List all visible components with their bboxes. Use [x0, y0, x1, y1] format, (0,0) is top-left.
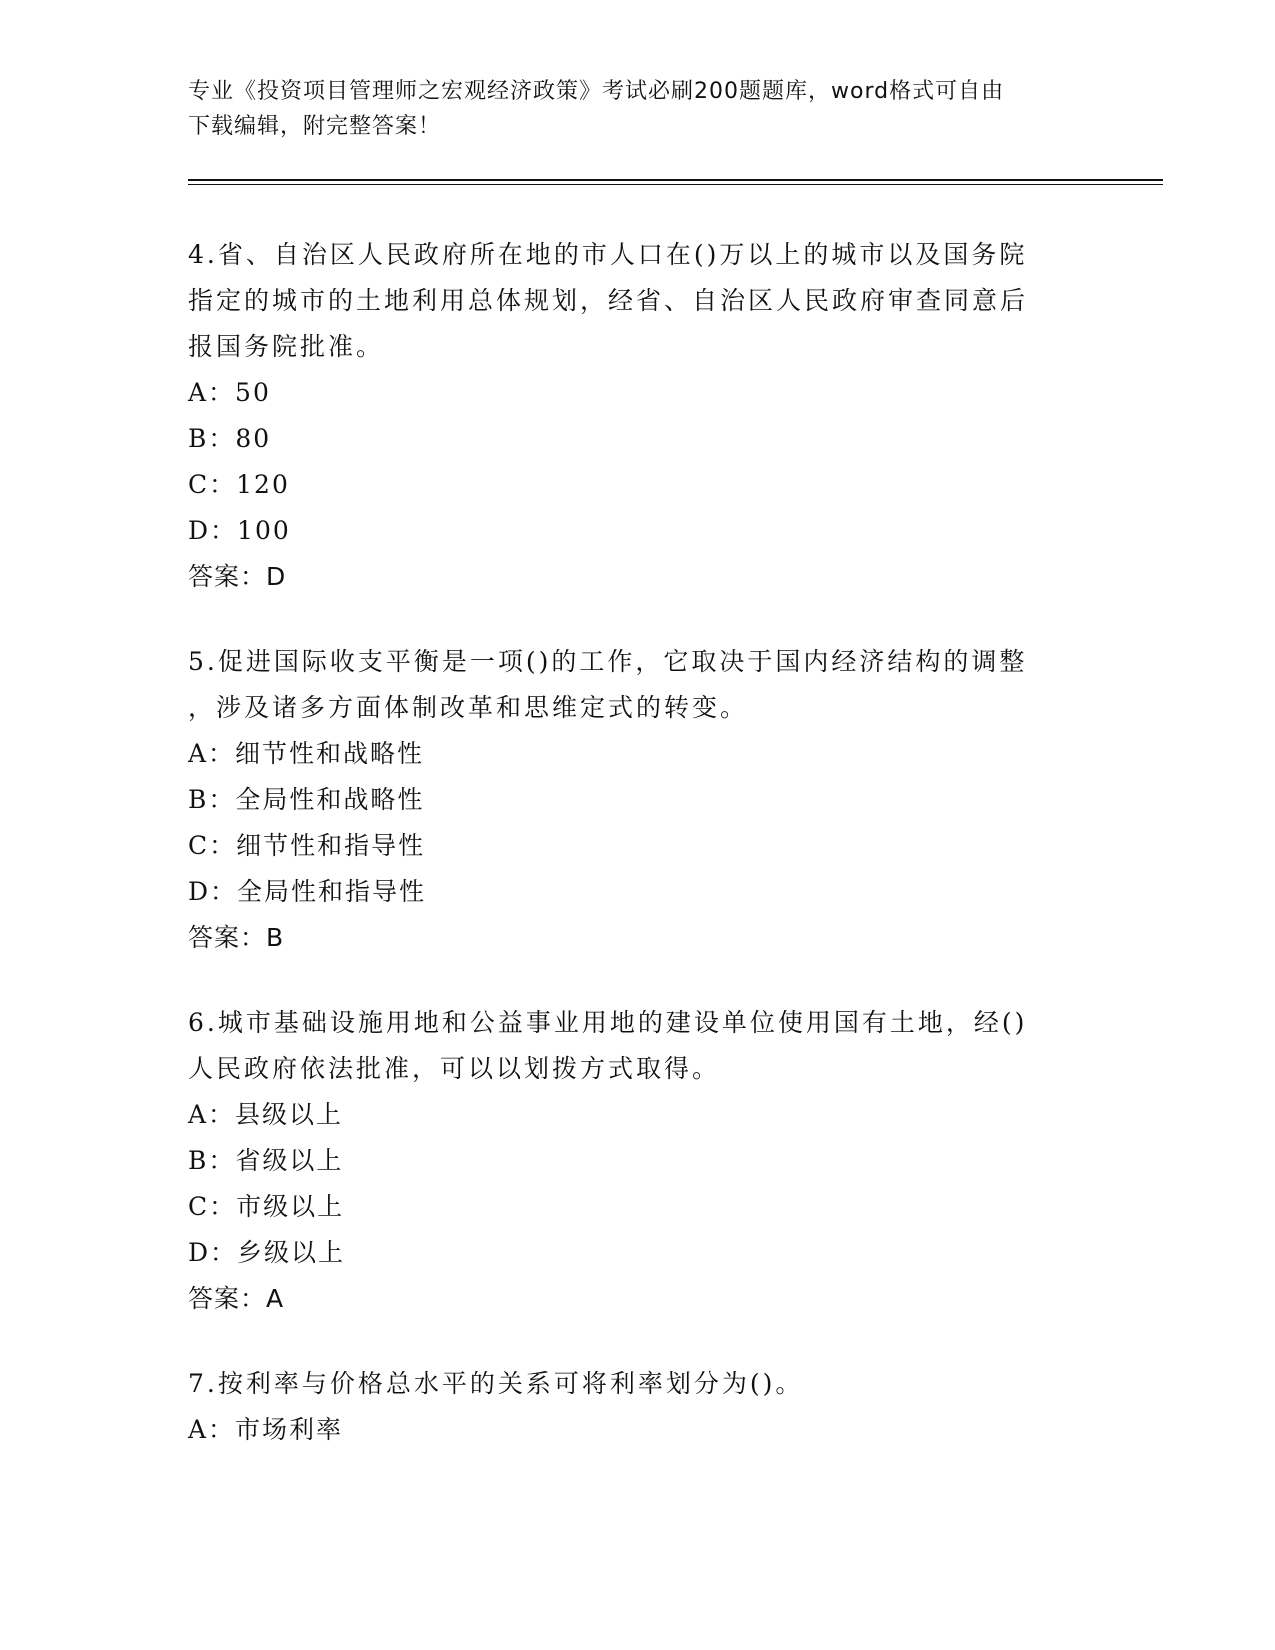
question-stem-line: 4.省、自治区人民政府所在地的市人口在()万以上的城市以及国务院	[188, 240, 1028, 269]
question-list	[188, 232, 1088, 1492]
option-b: B：80	[188, 424, 272, 453]
header-divider-thick	[188, 179, 1163, 181]
question-item	[188, 232, 1088, 600]
header-divider-thin	[188, 184, 1163, 185]
option-c: C：细节性和指导性	[188, 831, 426, 860]
question-stem	[188, 232, 1088, 370]
option-d: D：乡级以上	[188, 1238, 346, 1267]
option-b: B：全局性和战略性	[188, 785, 425, 814]
option-a: A：市场利率	[188, 1415, 344, 1444]
question-item	[188, 639, 1088, 961]
document-header	[188, 74, 1088, 144]
question-stem-line: 5.促进国际收支平衡是一项()的工作，它取决于国内经济结构的调整	[188, 647, 1028, 676]
option-a: A：细节性和战略性	[188, 739, 425, 768]
option-c: C：市级以上	[188, 1192, 345, 1221]
question-stem-line: 6.城市基础设施用地和公益事业用地的建设单位使用国有土地，经()	[188, 1008, 1028, 1037]
question-stem	[188, 1000, 1088, 1092]
question-stem-line: 7.按利率与价格总水平的关系可将利率划分为()。	[188, 1369, 804, 1398]
option-c: C：120	[188, 470, 290, 499]
answer-line: 答案：D	[188, 562, 287, 591]
question-stem-line: 报国务院批准。	[188, 332, 385, 361]
question-stem	[188, 1361, 1088, 1407]
header-line-1: 专业《投资项目管理师之宏观经济政策》考试必刷200题题库，word格式可自由	[188, 79, 1005, 104]
option-d: D：全局性和指导性	[188, 877, 427, 906]
question-item	[188, 1000, 1088, 1322]
option-d: D：100	[188, 516, 291, 545]
question-item	[188, 1361, 1088, 1453]
option-b: B：省级以上	[188, 1146, 344, 1175]
question-stem-line: 指定的城市的土地利用总体规划，经省、自治区人民政府审查同意后	[188, 286, 1029, 315]
option-a: A：50	[188, 378, 271, 407]
question-stem	[188, 639, 1088, 731]
option-a: A：县级以上	[188, 1100, 344, 1129]
header-line-2: 下载编辑，附完整答案！	[188, 114, 442, 139]
answer-line: 答案：A	[188, 1284, 285, 1313]
question-stem-line: ，涉及诸多方面体制改革和思维定式的转变。	[188, 693, 749, 722]
question-stem-line: 人民政府依法批准，可以以划拨方式取得。	[188, 1054, 721, 1083]
answer-line: 答案：B	[188, 923, 285, 952]
